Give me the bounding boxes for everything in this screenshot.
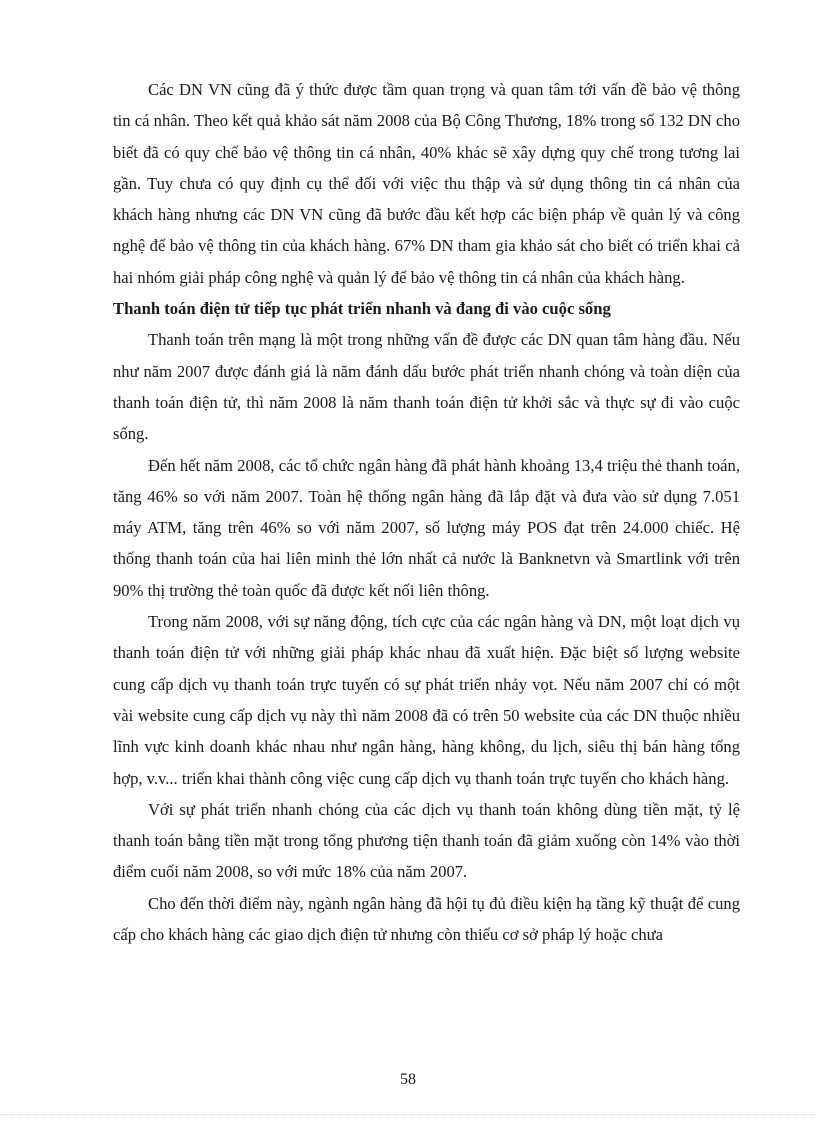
paragraph-privacy: Các DN VN cũng đã ý thức được tầm quan trọng và quan tâm tới vấn đề bảo vệ thông tin cá nhân. Theo kết quả khảo sát năm 2008 của Bộ Công Thương, 18% trong số 132 DN cho biết đã có quy chế bảo vệ thông tin cá nhân, 40% khác sẽ xây dựng quy chế trong tương lai gần. Tuy chưa có quy định cụ thể đối với việc thu thập và sử dụng thông tin cá nhân của khách hàng nhưng các DN VN cũng đã bước đầu kết hợp các biện pháp về quản lý và công nghệ để bảo vệ thông tin của khách hàng. 67% DN tham gia khảo sát cho biết có triển khai cả hai nhóm giải pháp công nghệ và quản lý để bảo vệ thông tin cá nhân của khách hàng. bbox=[113, 80, 740, 287]
section-heading: Thanh toán điện tử tiếp tục phát triển nhanh và đang đi vào cuộc sống bbox=[113, 299, 611, 319]
paragraph-online-payment: Thanh toán trên mạng là một trong những vấn đề được các DN quan tâm hàng đầu. Nếu như năm 2007 được đánh giá là năm đánh dấu bước phát triển nhanh chóng và toàn diện của thanh toán điện tử, thì năm 2008 là năm thanh toán điện tử khởi sắc và thực sự đi vào cuộc sống. bbox=[113, 330, 740, 444]
paragraph-cards-atm: Đến hết năm 2008, các tổ chức ngân hàng đã phát hành khoảng 13,4 triệu thẻ thanh toán, tăng 46% so với năm 2007. Toàn hệ thống ngân hàng đã lắp đặt và đưa vào sử dụng 7.051 máy ATM, tăng trên 46% so với năm 2007, số lượng máy POS đạt trên 24.000 chiếc. Hệ thống thanh toán của hai liên minh thẻ lớn nhất cả nước là Banknetvn và Smartlink với trên 90% thị trường thẻ toàn quốc đã được kết nối liên thông. bbox=[113, 455, 740, 600]
body-text bbox=[113, 74, 740, 950]
page-number: 58 bbox=[400, 1071, 416, 1088]
page-bottom-divider bbox=[0, 1114, 816, 1115]
paragraph-infrastructure: Cho đến thời điểm này, ngành ngân hàng đã hội tụ đủ điều kiện hạ tầng kỹ thuật để cung cấp cho khách hàng các giao dịch điện tử nhưng còn thiếu cơ sở pháp lý hoặc chưa bbox=[113, 893, 740, 945]
paragraph-cash-ratio: Với sự phát triển nhanh chóng của các dịch vụ thanh toán không dùng tiền mặt, tỷ lệ thanh toán bằng tiền mặt trong tổng phương tiện thanh toán đã giảm xuống còn 14% vào thời điểm cuối năm 2008, so với mức 18% của năm 2007. bbox=[113, 799, 740, 882]
paragraph-websites: Trong năm 2008, với sự năng động, tích cực của các ngân hàng và DN, một loạt dịch vụ thanh toán điện tử với những giải pháp khác nhau đã xuất hiện. Đặc biệt số lượng website cung cấp dịch vụ thanh toán trực tuyến có sự phát triển nhảy vọt. Nếu năm 2007 chỉ có một vài website cung cấp dịch vụ này thì năm 2008 đã có trên 50 website của các DN thuộc nhiều lĩnh vực kinh doanh khác nhau như ngân hàng, hàng không, du lịch, siêu thị bán hàng tổng hợp, v.v... triển khai thành công việc cung cấp dịch vụ thanh toán trực tuyến cho khách hàng. bbox=[113, 612, 740, 788]
